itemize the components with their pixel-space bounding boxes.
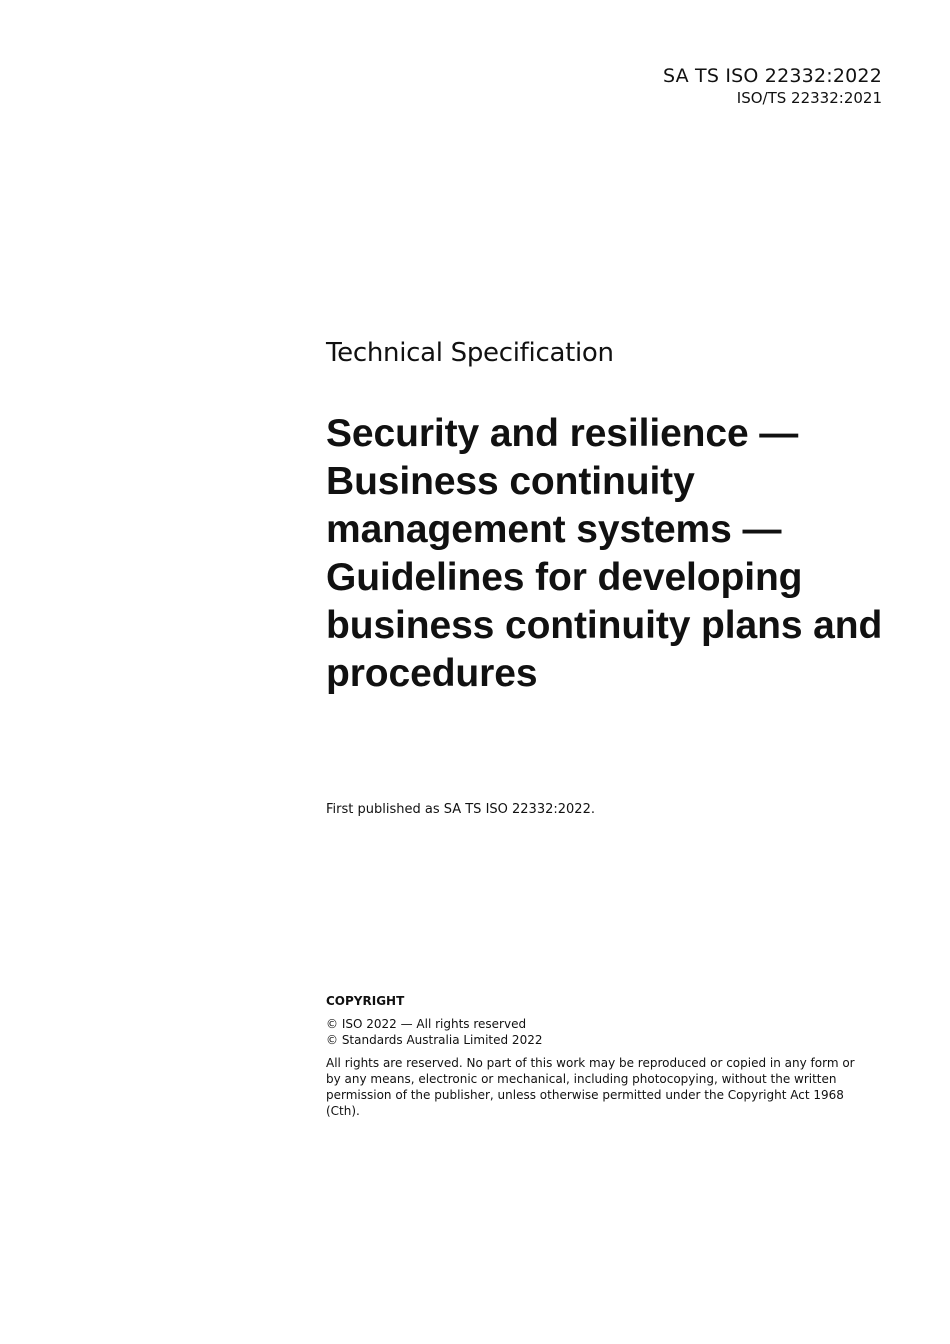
copyright-section	[326, 993, 896, 1119]
iso-copyright-notice: © ISO 2022 — All rights reserved	[326, 1017, 527, 1031]
copyright-heading: COPYRIGHT	[326, 994, 405, 1008]
rights-statement: All rights are reserved. No part of this work may be reproduced or copied in any form or by any means, electronic or mechanical, including photocopying, without the written permission of the publisher, unless otherwise permitted under the Copyright Act 1968 (Cth).	[326, 1056, 855, 1118]
standards-australia-copyright-notice: © Standards Australia Limited 2022	[326, 1033, 543, 1047]
standard-designation	[663, 64, 882, 108]
document-type: Technical Specification	[326, 338, 614, 368]
standard-number: SA TS ISO 22332:2022	[662, 65, 882, 87]
publication-note: First published as SA TS ISO 22332:2022.	[326, 802, 595, 817]
document-title: Security and resilience — Business continuity management systems — Guidelines for developing business continuity plans and procedures	[326, 412, 883, 695]
iso-standard-number: ISO/TS 22332:2021	[736, 89, 882, 107]
